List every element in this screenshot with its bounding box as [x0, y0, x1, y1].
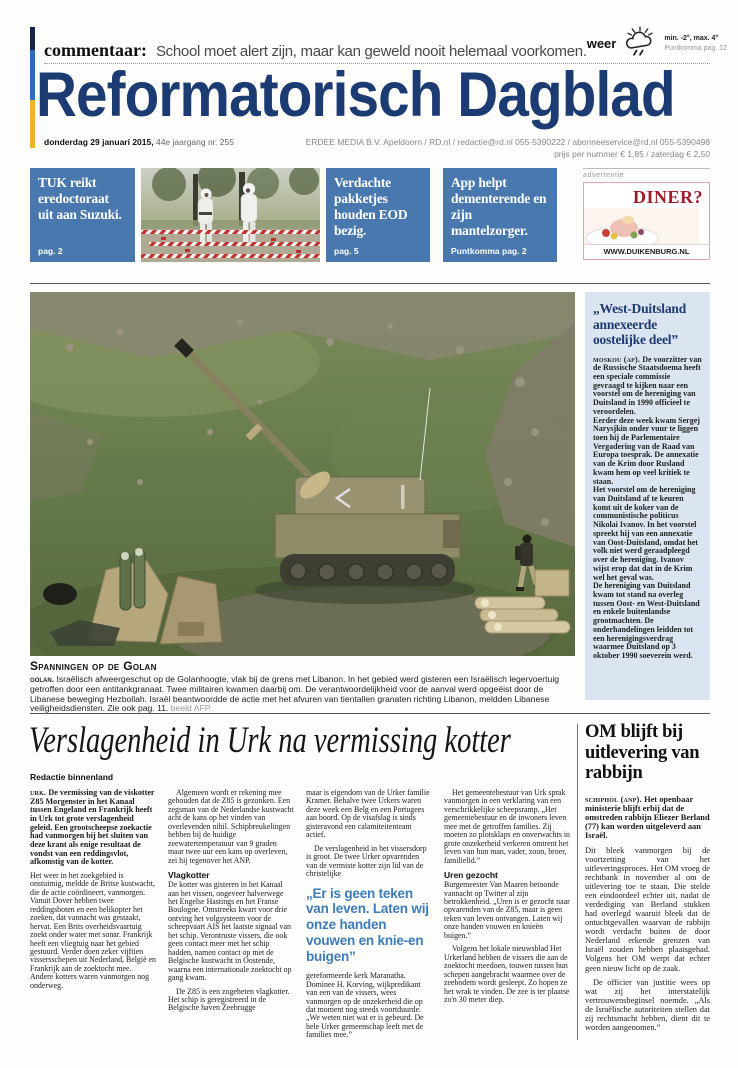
- main-article-headline: Verslagenheid in Urk na vermissing kotter: [29, 720, 511, 761]
- sidebar-article-title: „West-Duitsland annexeerde oostelijke deel”: [593, 301, 687, 348]
- colorbar-navy-segment: [30, 27, 35, 50]
- advertisement-column: [583, 168, 710, 262]
- teaser-title: App helpt dementerende en zijn mantelzorger.: [451, 175, 547, 238]
- price-line: prijs per nummer € 1,85 / zaterdag € 2,50: [554, 148, 710, 159]
- issue-date: [44, 137, 234, 161]
- article-paragraph: Algemeen wordt er rekening mee gehouden dat de Z85 is gezonken. Een zegsman van de Nederlandse kustwacht acht de kans op het vinden van overlevenden nihil. Schipbreukelingen hebben bij de huidige zeewatertemperatuur van 9 graden maar twee uur een kans op overleven, zei hij tegenover het ANP.: [168, 788, 294, 865]
- om-article-paragraph: Dit bleek vanmorgen bij de voortzetting van het uitleveringsproces. Het OM vroeg de rechtbank in november al om de uitlevering toe te staan. Die stelde een eindoordeel echter uit, nadat de verdediging van Berland stukken had overlegd waaruit bleek dat de ontuchtgevallen waarvan de rabbijn wordt verdacht buiten de door Nederland erkende grenzen van Israël zouden hebben plaatsgehad. Volgens het OM werpt dat echter geen nieuw licht op de zaak.: [585, 845, 710, 973]
- article-paragraph: De kotter was gisteren in het Kanaal aan het vissen, ongeveer halverwege het Engelse Hastings en het Franse Boulogne. Omstreeks kwart voor drie ontving het volgsysteem voor de scheepvaart AIS het laatste signaal van het schip. Verontruste vissers, die ook geen contact meer met het schip hadden, namen contact op met de Belgische kustwacht in Oostende, waarna een internationale zoektocht op gang kwam.: [168, 880, 292, 983]
- dateline-row: [44, 137, 710, 161]
- article-intro: [30, 789, 156, 867]
- sidebar-article-paragraph: Het voorstel om de hereniging van Duitsland af te keuren komt uit de koker van de communistische politicus Nikolai Ivanov. In het voorstel spreekt hij van een annexatie van Oost-Duitsland, omdat het volk niet werd geraadpleegd over de hereniging. Ivanov wijst erop dat dat in de Krim wel het geval was.: [593, 485, 698, 582]
- diner-ad: [583, 182, 710, 260]
- article-column-3: [306, 789, 432, 1045]
- weather-widget: [587, 26, 727, 61]
- sidebar-article-paragraph: Eerder deze week kwam Sergej Narysjkin onder vuur te liggen toen hij de Parlementaire Vergadering van de Raad van Europa toesprak. De annexatie van de Krim door Rusland kwam hem op veel kritiek te staan.: [593, 415, 700, 486]
- om-intro-text: Het openbaar ministerie blijft erbij dat de omstreden rabbijn Eliezer Berland (77) kan worden uitgeleverd aan Israël.: [585, 795, 710, 841]
- weather-minmax: min. -2°, max. 4°: [664, 35, 719, 43]
- sidebar-paragraph-text: De voorzitter van de Russische Staatsdoema heeft een speciale commissie gevraagd te kijken naar een voorstel om de hereniging van Duitsland in 1990 officieel te veroordelen.: [593, 354, 702, 416]
- photo-caption: [30, 659, 575, 714]
- article-subhead: Vlagkotter: [168, 870, 210, 881]
- advertentie-label: advertentie: [583, 172, 625, 179]
- teaser-app: [443, 168, 557, 262]
- publisher-info: [306, 137, 710, 161]
- caption-text: [30, 675, 575, 714]
- article-column-1: [30, 789, 156, 1045]
- main-article-byline: Redactie binnenland: [30, 772, 114, 782]
- commentaar-bar: [44, 30, 728, 64]
- commentaar-headline: School moet alert zijn, maar kan geweld nooit helemaal voorkomen.: [155, 43, 587, 60]
- caption-body: Israëlisch afweergeschut op de Golanhoogte, vlak bij de grens met Libanon. In het gebied werd gisteren een Israëlisch legervoertuig getroffen door een antitankgranaat. Twee militairen kwamen daarbij om. De verantwoordelijkheid voor de aanval werd opgeëist door de Libanese beweging Hezbollah. Israël beantwoordde de actie met het afvuren van tientallen granaten richting Libanon, meldden Libanese veiligheidsdiensten. Zie ook pag. 11.: [30, 674, 560, 714]
- column-divider: [577, 724, 578, 1040]
- teaser-eod: [326, 168, 430, 262]
- weather-cloud-rain-icon: [621, 26, 659, 61]
- article-subhead: Uren gezocht: [444, 870, 498, 881]
- golan-artillery-photo: [30, 292, 575, 656]
- main-article-columns: [30, 789, 570, 1045]
- weather-label: weer: [586, 36, 617, 51]
- brand-colorbar: [30, 27, 35, 148]
- teaser-page-ref: Puntkomma pag. 2: [451, 246, 527, 256]
- article-dateline: urk.: [30, 788, 49, 797]
- ad-url: WWW.DUIKENBURG.NL: [584, 244, 709, 259]
- teaser-page-ref: pag. 5: [334, 246, 359, 256]
- ad-title: DINER?: [632, 187, 703, 207]
- weather-page-ref: Puntkomma pag. 12: [664, 44, 728, 52]
- article-paragraph: De Z85 is een zogeheten vlagkotter. Het schip is geregistreerd in de Belgische haven Zeebrugge: [168, 986, 290, 1013]
- article-column-4: [444, 789, 570, 1045]
- crime-scene-photo: [141, 168, 320, 262]
- photo-credit: beeld AFP: [170, 703, 211, 714]
- article-column-2: [168, 789, 294, 1045]
- pull-quote: „Er is geen teken van leven. Laten wij onze handen vouwen en knie-en buigen”: [306, 885, 429, 965]
- teaser-title: TUK reikt eredoctoraat uit aan Suzuki.: [38, 175, 122, 222]
- ad-food-image: [584, 208, 709, 244]
- teaser-title: Verdachte pakketjes houden EOD bezig.: [334, 175, 408, 238]
- issue-number: 44e jaargang nr. 255: [153, 137, 234, 147]
- om-article-title: OM blijft bij uitlevering van rabbijn: [585, 722, 700, 784]
- colorbar-yellow-segment: [30, 100, 35, 148]
- article-intro-text: De vermissing van de viskotter Z85 Morgenster in het Kanaal tussen Engeland en Frankrijk heeft in Urk tot grote verslagenheid geleid. Een grootscheepse zoekactie had vanmorgen bij het sluiten van deze krant als enige resultaat de vondst van een reddingsvlot, afkomstig van de kotter.: [30, 788, 155, 867]
- sidebar-article-paragraph: [593, 356, 702, 417]
- om-article-intro: [585, 795, 710, 840]
- teaser-page-ref: pag. 2: [38, 246, 63, 256]
- article-paragraph: maar is eigendom van de Urker familie Kramer. Behalve twee Urkers waren deze week een Belg en een Portugees aan boord. Op de visafslag is sinds gisteravond een calamiteitenteam actief.: [306, 788, 430, 840]
- om-article-paragraph: De officier van justitie wees op wat zij het interstatelijk vertrouwensbeginsel noemde. „Als de Israëlische autoriteiten stellen dat zij rechtsmacht hebben, dient dit te worden aangenomen.”: [585, 977, 710, 1033]
- article-paragraph: Het weer in het zoekgebied is onstuimig, meldde de Britse kustwacht, die de actie coördineert, vanmorgen. Vanuit Dover hebben twee reddingsboten en een helikopter het zoeken, dat vannacht was gestaakt, hervat. Een Brits overheidsvaartuig zoekt onder water met sonar. Frankrijk heeft een vliegtuig naar het gebied gestuurd. Verder doen zeker vijftien vissersschepen uit Nederland, België en Frankrijk aan de zoektocht mee. Andere kotters waren vanmorgen nog onderweg.: [30, 870, 156, 990]
- om-article: [585, 722, 710, 1037]
- article-paragraph: Burgemeester Van Maaren betoonde vannacht op Twitter al zijn betrokkenheid. „Uren is er gezocht naar opvarenden van de Z85, maar is geen teken van leven ontvangen. Laten wij onze handen vouwen en knieën buigen.”: [444, 880, 570, 940]
- article-paragraph: gereformeerde kerk Maranatha. Dominee H. Korving, wijkpredikant van een van de vissers, wees vanmorgen op de onzekerheid die op dat moment nog steeds voortduurde. „We weten niet wat er is gebeurd. De hele Urker gemeenschap leeft met de families mee.”: [306, 971, 424, 1040]
- sidebar-article-west-duitsland: [585, 292, 710, 700]
- sidebar-article-paragraph: De hereniging van Duitsland kwam tot stand na overleg tussen Oost- en West-Duitsland en enkele buitenlandse grootmachten. De onderhandelingen leidden tot een herenigingsverdrag waarmee Duitsland op 3 oktober 1990 soeverein werd.: [593, 581, 700, 660]
- sidebar-dateline: moskou (ap).: [593, 354, 643, 364]
- article-paragraph: Het gemeentebestuur van Urk sprak vanmorgen in een verklaring van een verschrikkelijke scheepsramp. „Het gemeentebestuur en de inwoners leven mee met de getroffen families. Zij moeten zo plotsklaps en onverwachts in grote onzekerheid verkeren omtrent het leven van hun man, vader, zoon, broer, familielid.”: [444, 788, 570, 865]
- article-paragraph: De verslagenheid in het vissersdorp is groot. De twee Urker opvarenden van de vermiste kotter zijn lid van de christelijke: [306, 843, 427, 879]
- publisher-line: ERDEE MEDIA B.V. Apeldoorn / RD.nl / redactie@rd.nl 055-5390222 / abonneeservice@rd.nl 055-5390498: [305, 137, 710, 147]
- om-dateline: schiphol (anp).: [585, 795, 645, 805]
- commentaar-label: commentaar:: [44, 40, 147, 60]
- teaser-photo: [141, 168, 320, 262]
- section-divider-top: [30, 283, 710, 284]
- section-divider-bottom: [30, 713, 710, 714]
- caption-title: Spanningen op de Golan: [30, 659, 157, 673]
- teaser-suzuki: [30, 168, 135, 262]
- caption-dateline: golan.: [30, 674, 57, 684]
- colorbar-blue-segment: [30, 50, 35, 100]
- article-paragraph: Volgens het lokale nieuwsblad Het Urkerland hebben de vissers die aan de zoektocht meedoen, touwen tussen hun schepen aangebracht waarmee over de zeebodem wordt gesleept. Zo hopen ze het wrak te vinden. De zee is ter plaatse zo'n 30 meter diep.: [444, 944, 570, 1004]
- date-text: donderdag 29 januari 2015,: [44, 137, 154, 147]
- masthead-title: Reformatorisch Dagblad: [36, 60, 675, 130]
- teaser-row: [30, 168, 710, 262]
